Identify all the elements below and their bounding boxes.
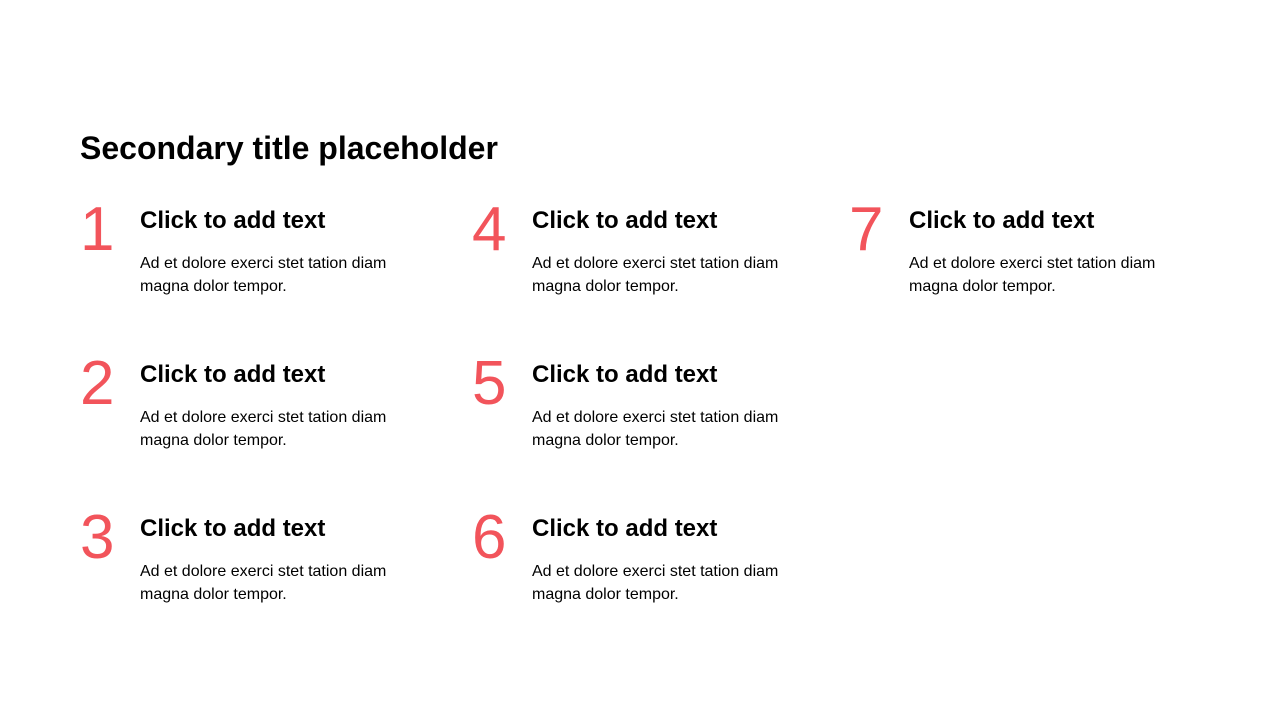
list-item-3 [80,503,410,630]
item-number: 5 [472,349,507,418]
list-item-2 [80,349,410,476]
item-heading[interactable]: Click to add text [532,361,718,388]
item-body[interactable]: Ad et dolore exerci stet tation diam magna dolor tempor. [532,563,779,603]
item-heading[interactable]: Click to add text [909,207,1095,234]
list-item-5 [472,349,802,476]
list-item-6 [472,503,802,630]
slide-title[interactable]: Secondary title placeholder [80,130,498,166]
item-number: 3 [80,503,115,572]
item-number: 7 [849,195,884,264]
item-body[interactable]: Ad et dolore exerci stet tation diam magna dolor tempor. [909,255,1156,295]
item-heading[interactable]: Click to add text [140,207,326,234]
list-item-4 [472,195,802,322]
item-heading[interactable]: Click to add text [140,361,326,388]
list-item-1 [80,195,410,322]
item-number: 6 [472,503,507,572]
item-number: 2 [80,349,115,418]
item-body[interactable]: Ad et dolore exerci stet tation diam magna dolor tempor. [140,563,387,603]
item-heading[interactable]: Click to add text [532,515,718,542]
item-heading[interactable]: Click to add text [140,515,326,542]
item-body[interactable]: Ad et dolore exerci stet tation diam magna dolor tempor. [140,255,387,295]
list-item-7 [849,195,1179,322]
item-number: 1 [80,195,115,264]
item-number: 4 [472,195,507,264]
item-body[interactable]: Ad et dolore exerci stet tation diam magna dolor tempor. [532,409,779,449]
item-heading[interactable]: Click to add text [532,207,718,234]
item-body[interactable]: Ad et dolore exerci stet tation diam magna dolor tempor. [140,409,387,449]
item-body[interactable]: Ad et dolore exerci stet tation diam magna dolor tempor. [532,255,779,295]
